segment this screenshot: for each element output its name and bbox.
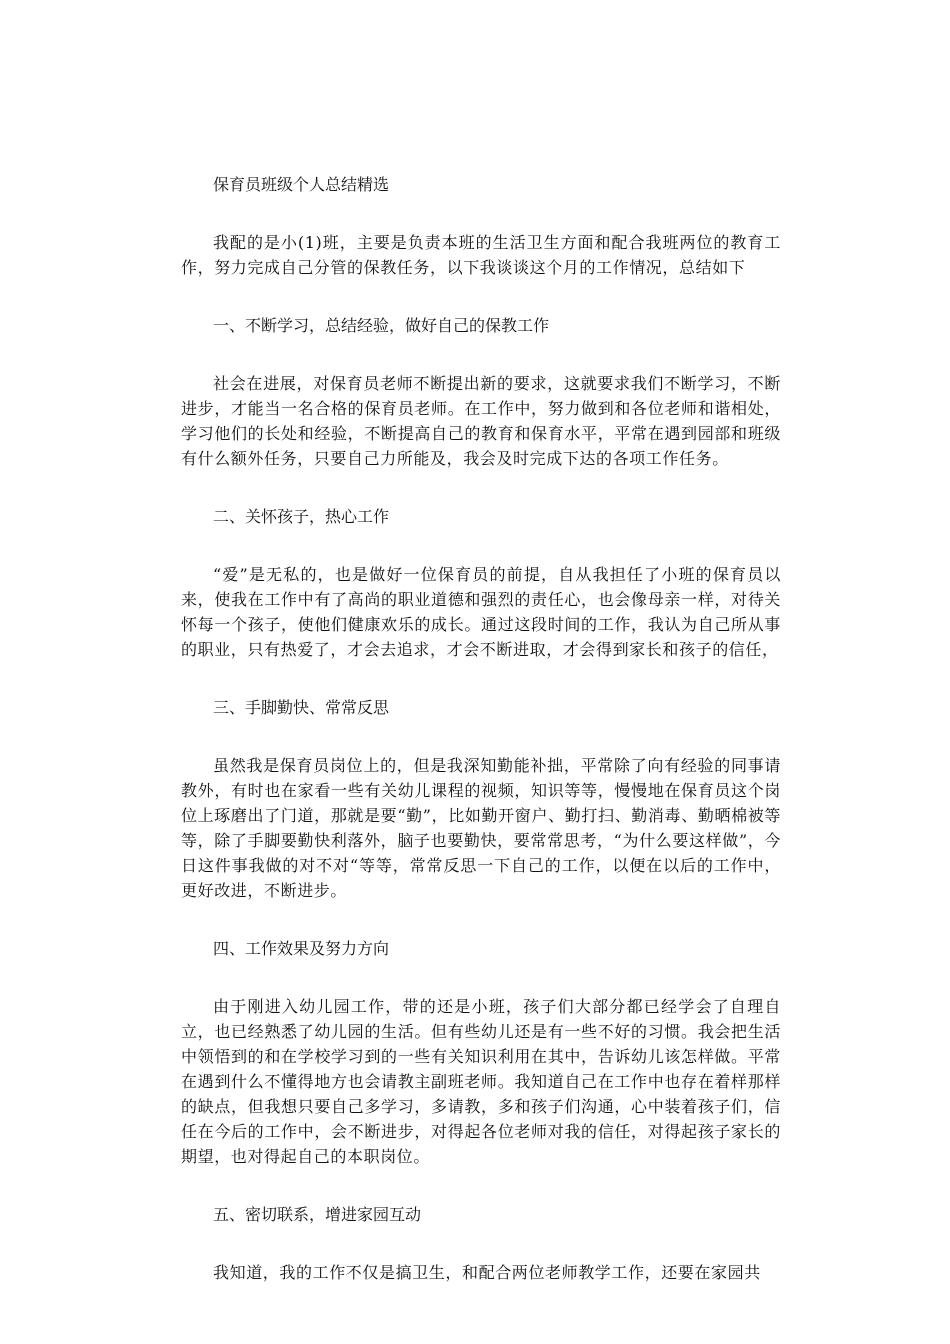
section-5-body: 我知道，我的工作不仅是搞卫生，和配合两位老师教学工作，还要在家园共 — [213, 1263, 761, 1282]
section-5-heading: 五、密切联系，增进家园互动 — [213, 1205, 422, 1224]
section-3-heading: 三、手脚勤快、常常反思 — [213, 698, 390, 717]
section-2-heading: 二、关怀孩子，热心工作 — [213, 507, 390, 526]
intro-paragraph: 我配的是小(1)班，主要是负责本班的生活卫生方面和配合我班两位的教育工作，努力完成自己分管的保教任务，以下我谈谈这个月的工作情况，总结如下 — [181, 233, 781, 277]
section-1-body: 社会在进展，对保育员老师不断提出新的要求，这就要求我们不断学习，不断进步，才能当一名合格的保育员老师。在工作中，努力做到和各位老师和谐相处，学习他们的长处和经验，不断提高自己的教育和保育水平，平常在遇到园部和班级有什么额外任务，只要自己力所能及，我会及时完成下达的各项工作任务。 — [181, 374, 781, 468]
section-1-heading: 一、不断学习，总结经验，做好自己的保教工作 — [213, 316, 550, 335]
section-3-body: 虽然我是保育员岗位上的，但是我深知勤能补拙，平常除了向有经验的同事请教外，有时也在家看一些有关幼儿课程的视频，知识等等，慢慢地在保育员这个岗位上琢磨出了门道，那就是要“勤”，比如勤开窗户、勤打扫、勤消毒、勤晒棉被等等，除了手脚要勤快利落外，脑子也要勤快，要常常思考，“为什么要这样做”，今日这件事我做的对不对“等等，常常反思一下自己的工作，以便在以后的工作中，更好改进，不断进步。 — [181, 756, 781, 900]
document-title: 保育员班级个人总结精选 — [213, 175, 390, 194]
section-4-body: 由于刚进入幼儿园工作，带的还是小班，孩子们大部分都已经学会了自理自立，也已经熟悉了幼儿园的生活。但有些幼儿还是有一些不好的习惯。我会把生活中领悟到的和在学校学习到的一些有关知识利用在其中，告诉幼儿该怎样做。平常在遇到什么不懂得地方也会请教主副班老师。我知道自己在工作中也存在着样那样的缺点，但我想只要自己多学习，多请教，多和孩子们沟通，心中装着孩子们，信任在今后的工作中，会不断进步，对得起各位老师对我的信任，对得起孩子家长的期望，也对得起自己的本职岗位。 — [181, 997, 781, 1166]
section-2-body: “爱”是无私的，也是做好一位保育员的前提，自从我担任了小班的保育员以来，使我在工作中有了高尚的职业道德和强烈的责任心，也会像母亲一样，对待关怀每一个孩子，使他们健康欢乐的成长。通过这段时间的工作，我认为自己所从事的职业，只有热爱了，才会去追求，才会不断进取，才会得到家长和孩子的信任， — [181, 565, 781, 659]
section-4-heading: 四、工作效果及努力方向 — [213, 939, 390, 958]
document-page — [181, 172, 781, 1285]
